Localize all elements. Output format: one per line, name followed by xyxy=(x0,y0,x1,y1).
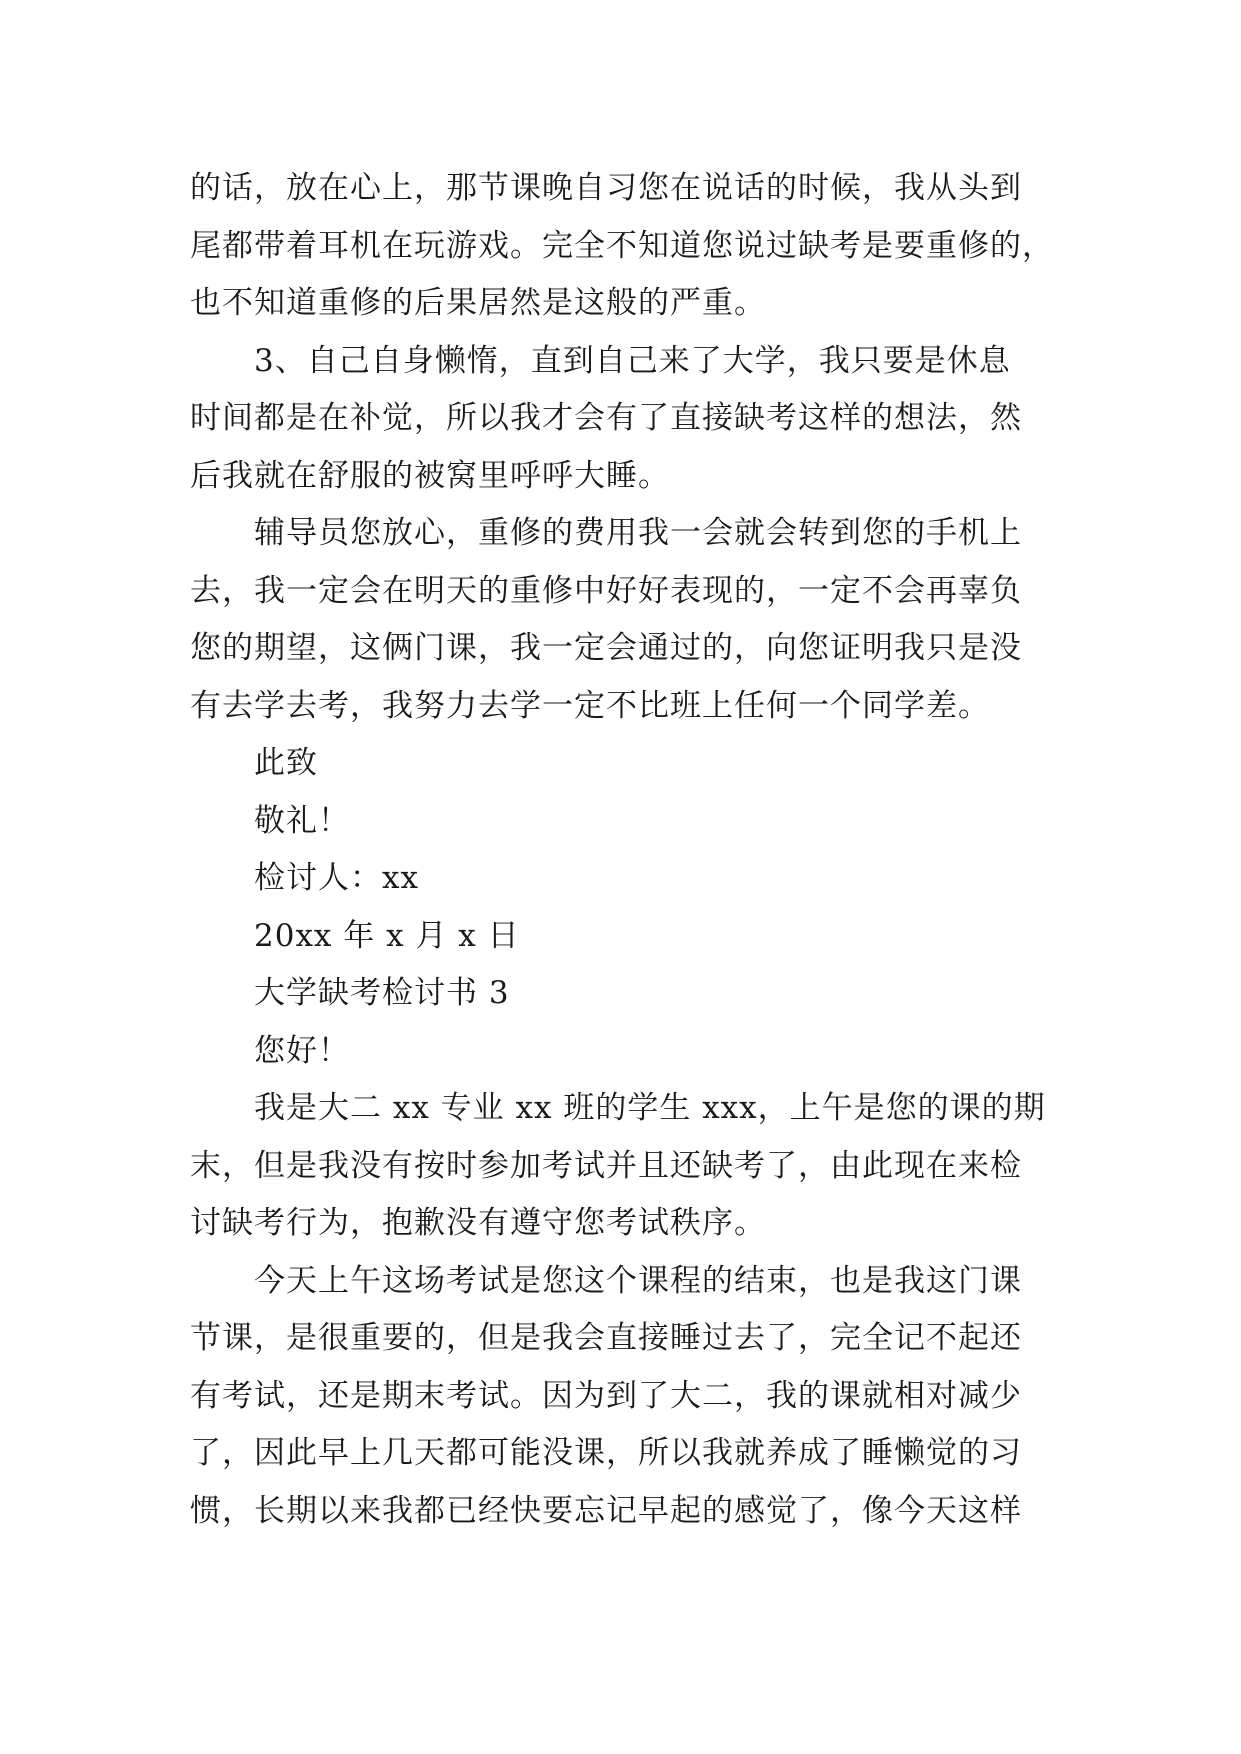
text-line: 后我就在舒服的被窝里呼呼大睡。 xyxy=(190,457,670,494)
paragraph-start: 3、自己自身懒惰，直到自己来了大学，我只要是休息 xyxy=(254,342,1011,379)
text-line: 了，因此早上几天都可能没课，所以我就养成了睡懒觉的习 xyxy=(190,1435,1022,1471)
paragraph-start: 我是大二 xx 专业 xx 班的学生 xxx，上午是您的课的期 xyxy=(254,1090,1046,1126)
text-line: 您的期望，这俩门课，我一定会通过的，向您证明我只是没 xyxy=(190,630,1022,666)
text-line: 有考试，还是期末考试。因为到了大二，我的课就相对减少 xyxy=(190,1377,1022,1414)
body-text xyxy=(190,160,1090,1540)
text-line: 讨缺考行为，抱歉没有遵守您考试秩序。 xyxy=(190,1205,766,1241)
text-line: 时间都是在补觉，所以我才会有了直接缺考这样的想法，然 xyxy=(190,400,1022,436)
text-line: 的话，放在心上，那节课晚自习您在说话的时候，我从头到 xyxy=(190,170,1022,206)
text-line: 有去学去考，我努力去学一定不比班上任何一个同学差。 xyxy=(190,687,990,724)
section-title: 大学缺考检讨书 3 xyxy=(254,975,510,1011)
signature-line: 检讨人：xx xyxy=(254,860,419,896)
date-line: 20xx 年 x 月 x 日 xyxy=(254,917,520,954)
text-line: 尾都带着耳机在玩游戏。完全不知道您说过缺考是要重修的， xyxy=(190,227,1054,264)
text-line: 末，但是我没有按时参加考试并且还缺考了，由此现在来检 xyxy=(190,1147,1022,1184)
text-line: 惯，长期以来我都已经快要忘记早起的感觉了，像今天这样 xyxy=(190,1492,1022,1529)
text-line: 节课，是很重要的，但是我会直接睡过去了，完全记不起还 xyxy=(190,1320,1022,1356)
closing-salutation: 此致 xyxy=(254,745,318,781)
paragraph-start: 辅导员您放心，重修的费用我一会就会转到您的手机上 xyxy=(254,515,1022,551)
paragraph-start: 今天上午这场考试是您这个课程的结束，也是我这门课 xyxy=(254,1262,1022,1299)
text-line: 也不知道重修的后果居然是这般的严重。 xyxy=(190,285,766,321)
closing-regards: 敬礼！ xyxy=(254,802,350,839)
greeting: 您好！ xyxy=(254,1032,350,1069)
text-line: 去，我一定会在明天的重修中好好表现的，一定不会再辜负 xyxy=(190,572,1022,609)
